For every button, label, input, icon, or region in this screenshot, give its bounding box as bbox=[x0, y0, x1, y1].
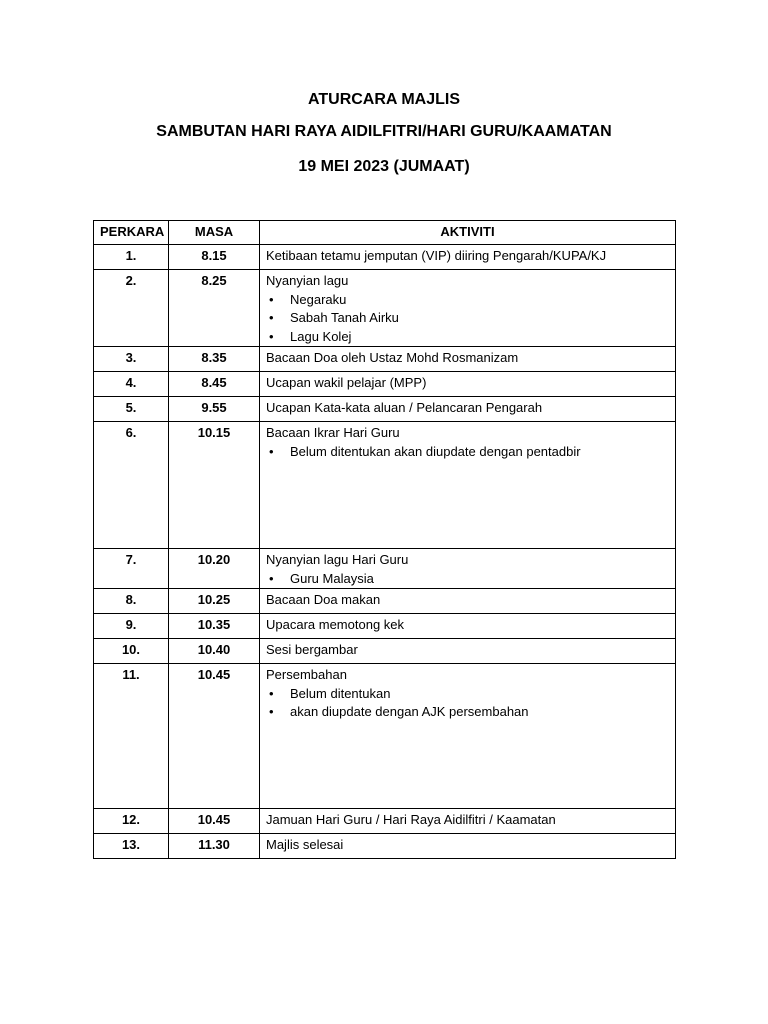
item-activity bbox=[260, 397, 676, 422]
item-number: 2. bbox=[94, 270, 169, 347]
item-activity bbox=[260, 589, 676, 614]
item-time: 8.45 bbox=[169, 372, 260, 397]
schedule-table bbox=[93, 220, 676, 859]
table-header-row bbox=[94, 221, 676, 245]
item-activity bbox=[260, 422, 676, 549]
item-number: 9. bbox=[94, 614, 169, 639]
table-row bbox=[94, 589, 676, 614]
header-aktiviti: AKTIVITI bbox=[260, 221, 676, 245]
item-number: 11. bbox=[94, 664, 169, 809]
item-number: 7. bbox=[94, 549, 169, 589]
activity-text: Nyanyian lagu bbox=[266, 273, 349, 288]
item-time: 9.55 bbox=[169, 397, 260, 422]
activity-text: Jamuan Hari Guru / Hari Raya Aidilfitri / Kaamatan bbox=[266, 812, 556, 827]
activity-text: Persembahan bbox=[266, 667, 347, 682]
activity-bullet-list bbox=[266, 570, 669, 589]
activity-text: Nyanyian lagu Hari Guru bbox=[266, 552, 409, 567]
activity-text: Majlis selesai bbox=[266, 837, 344, 852]
item-time: 10.25 bbox=[169, 589, 260, 614]
item-activity bbox=[260, 549, 676, 589]
item-time: 8.25 bbox=[169, 270, 260, 347]
item-time: 11.30 bbox=[169, 834, 260, 859]
table-row bbox=[94, 422, 676, 549]
item-number: 12. bbox=[94, 809, 169, 834]
item-time: 8.15 bbox=[169, 245, 260, 270]
item-number: 8. bbox=[94, 589, 169, 614]
item-time: 8.35 bbox=[169, 347, 260, 372]
table-row bbox=[94, 664, 676, 809]
item-number: 3. bbox=[94, 347, 169, 372]
table-row bbox=[94, 270, 676, 347]
item-activity bbox=[260, 614, 676, 639]
activity-bullet-item: • Belum ditentukan bbox=[266, 685, 669, 704]
activity-text: Ucapan Kata-kata aluan / Pelancaran Pengarah bbox=[266, 400, 543, 415]
item-number: 6. bbox=[94, 422, 169, 549]
activity-text: Sesi bergambar bbox=[266, 642, 358, 657]
header-masa: MASA bbox=[169, 221, 260, 245]
activity-bullet-list bbox=[266, 291, 669, 347]
item-time: 10.20 bbox=[169, 549, 260, 589]
item-number: 13. bbox=[94, 834, 169, 859]
activity-bullet-item: • Lagu Kolej bbox=[266, 328, 669, 347]
item-activity bbox=[260, 664, 676, 809]
table-row bbox=[94, 834, 676, 859]
item-time: 10.45 bbox=[169, 809, 260, 834]
table-row bbox=[94, 614, 676, 639]
item-activity bbox=[260, 347, 676, 372]
document-subtitle: SAMBUTAN HARI RAYA AIDILFITRI/HARI GURU/KAAMATAN bbox=[156, 123, 612, 140]
activity-text: Bacaan Doa makan bbox=[266, 592, 381, 607]
item-number: 5. bbox=[94, 397, 169, 422]
item-activity bbox=[260, 245, 676, 270]
activity-bullet-item: • akan diupdate dengan AJK persembahan bbox=[266, 703, 669, 722]
table-row bbox=[94, 809, 676, 834]
activity-bullet-list bbox=[266, 443, 669, 462]
document-title: ATURCARA MAJLIS bbox=[308, 91, 460, 108]
activity-bullet-item: • Belum ditentukan akan diupdate dengan pentadbir bbox=[266, 443, 669, 462]
event-date: 19 MEI 2023 (JUMAAT) bbox=[298, 158, 470, 175]
activity-bullet-item: • Negaraku bbox=[266, 291, 669, 310]
item-activity bbox=[260, 639, 676, 664]
activity-bullet-item: • Sabah Tanah Airku bbox=[266, 309, 669, 328]
activity-text: Ketibaan tetamu jemputan (VIP) diiring Pengarah/KUPA/KJ bbox=[266, 248, 607, 263]
activity-text: Bacaan Ikrar Hari Guru bbox=[266, 425, 400, 440]
activity-text: Ucapan wakil pelajar (MPP) bbox=[266, 375, 427, 390]
item-number: 1. bbox=[94, 245, 169, 270]
item-activity bbox=[260, 834, 676, 859]
table-row bbox=[94, 245, 676, 270]
item-time: 10.45 bbox=[169, 664, 260, 809]
table-row bbox=[94, 372, 676, 397]
item-activity bbox=[260, 270, 676, 347]
item-activity bbox=[260, 809, 676, 834]
item-activity bbox=[260, 372, 676, 397]
table-row bbox=[94, 639, 676, 664]
table-row bbox=[94, 397, 676, 422]
table-row bbox=[94, 347, 676, 372]
schedule-body bbox=[94, 245, 676, 859]
item-time: 10.40 bbox=[169, 639, 260, 664]
activity-text: Upacara memotong kek bbox=[266, 617, 405, 632]
activity-bullet-list bbox=[266, 685, 669, 722]
item-number: 4. bbox=[94, 372, 169, 397]
activity-bullet-item: • Guru Malaysia bbox=[266, 570, 669, 589]
table-row bbox=[94, 549, 676, 589]
item-time: 10.15 bbox=[169, 422, 260, 549]
item-number: 10. bbox=[94, 639, 169, 664]
activity-text: Bacaan Doa oleh Ustaz Mohd Rosmanizam bbox=[266, 350, 519, 365]
item-time: 10.35 bbox=[169, 614, 260, 639]
header-perkara: PERKARA bbox=[94, 221, 169, 245]
